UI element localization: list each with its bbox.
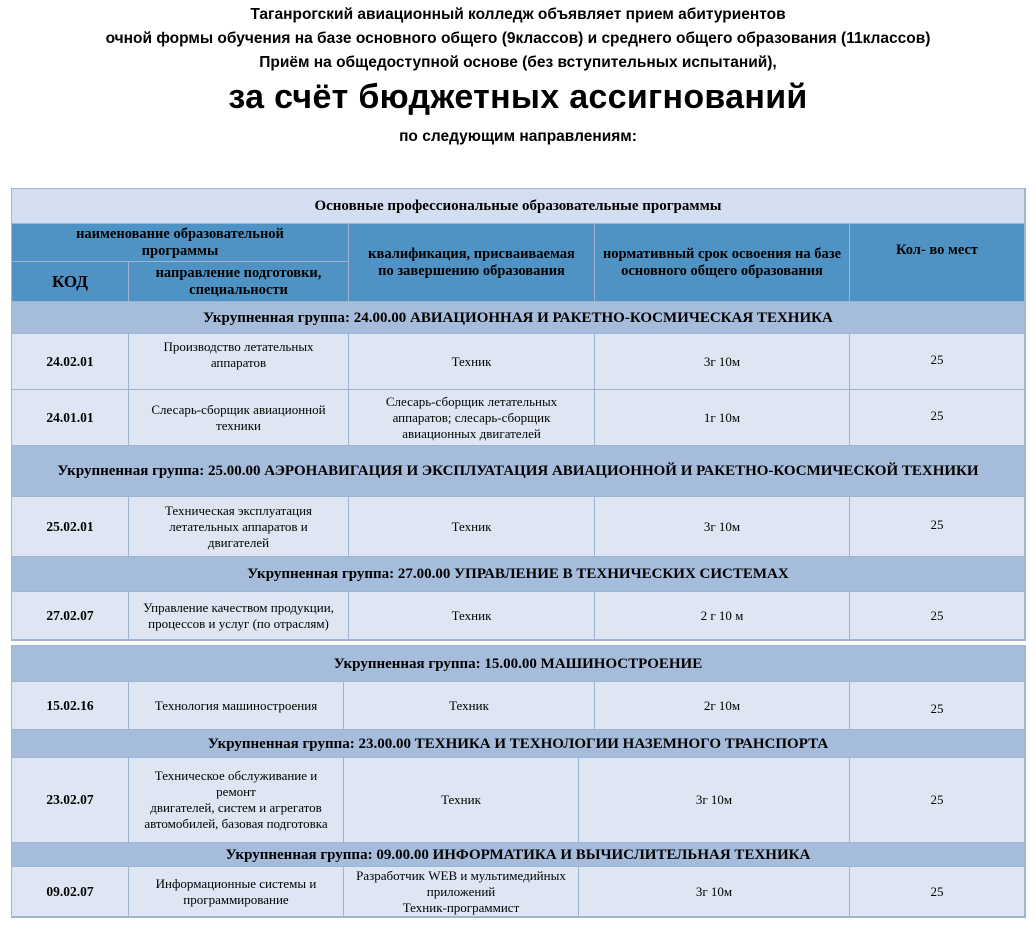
cell-seats: 25 — [850, 497, 1025, 557]
cell-seats: 25 — [850, 390, 1025, 446]
cell-code: 25.02.01 — [12, 497, 129, 557]
cell-duration: 3г 10м — [579, 758, 850, 843]
cell-qualification: Техник — [349, 592, 595, 640]
cell-qualification: Техник — [344, 682, 595, 730]
cell-duration: 3г 10м — [579, 867, 850, 917]
cell-code: 27.02.07 — [12, 592, 129, 640]
cell-qualification: Техник — [349, 497, 595, 557]
cell-program-name: Слесарь-сборщик авиационной техники — [129, 390, 349, 446]
cell-qualification: Техник — [349, 334, 595, 390]
cell-code: 09.02.07 — [12, 867, 129, 917]
group-title-23: Укрупненная группа: 23.00.00 ТЕХНИКА И ТЕХНОЛОГИИ НАЗЕМНОГО ТРАНСПОРТА — [12, 730, 1025, 758]
cell-seats: 25 — [850, 867, 1025, 917]
cell-qualification: Слесарь-сборщик летательных аппаратов; слесарь-сборщик авиационных двигателей — [349, 390, 595, 446]
table-block-main — [11, 188, 1026, 641]
cell-seats: 25 — [850, 682, 1025, 730]
table-title: Основные профессиональные образовательные программы — [12, 189, 1025, 224]
announcement-headline: за счёт бюджетных ассигнований — [228, 78, 808, 116]
cell-qualification: Техник — [344, 758, 579, 843]
cell-program-name: Информационные системы и программирование — [129, 867, 344, 917]
cell-code: 24.02.01 — [12, 334, 129, 390]
group-title-27: Укрупненная группа: 27.00.00 УПРАВЛЕНИЕ В ТЕХНИЧЕСКИХ СИСТЕМАХ — [12, 557, 1025, 592]
cell-code: 24.01.01 — [12, 390, 129, 446]
group-title-25: Укрупненная группа: 25.00.00 АЭРОНАВИГАЦИЯ И ЭКСПЛУАТАЦИЯ АВИАЦИОННОЙ И РАКЕТНО-КОСМИЧЕСКОЙ ТЕХНИКИ — [12, 446, 1025, 497]
cell-duration: 2 г 10 м — [595, 592, 850, 640]
cell-code: 15.02.16 — [12, 682, 129, 730]
col-header-seats: Кол- во мест — [850, 224, 1025, 302]
col-header-code: КОД — [12, 262, 129, 302]
announcement-line-1: Таганрогский авиационный колледж объявляет прием абитуриентов — [250, 6, 786, 23]
announcement-line-5: по следующим направлениям: — [399, 128, 637, 145]
cell-seats: 25 — [850, 758, 1025, 843]
cell-duration: 1г 10м — [595, 390, 850, 446]
group-title-15: Укрупненная группа: 15.00.00 МАШИНОСТРОЕНИЕ — [12, 646, 1025, 682]
group-title-09: Укрупненная группа: 09.00.00 ИНФОРМАТИКА И ВЫЧИСЛИТЕЛЬНАЯ ТЕХНИКА — [12, 843, 1025, 867]
col-header-direction: направление подготовки, специальности — [129, 262, 349, 302]
cell-program-name: Техническая эксплуатация летательных аппаратов и двигателей — [129, 497, 349, 557]
cell-duration: 2г 10м — [595, 682, 850, 730]
cell-duration: 3г 10м — [595, 334, 850, 390]
cell-program-name: Производство летательных аппаратов — [129, 334, 349, 390]
cell-duration: 3г 10м — [595, 497, 850, 557]
group-title-24: Укрупненная группа: 24.00.00 АВИАЦИОННАЯ И РАКЕТНО-КОСМИЧЕСКАЯ ТЕХНИКА — [12, 302, 1025, 334]
cell-qualification: Разработчик WEB и мультимедийных приложений Техник-программист — [344, 867, 579, 917]
col-header-duration: нормативный срок освоения на базе основного общего образования — [595, 224, 850, 302]
cell-program-name: Технология машиностроения — [129, 682, 344, 730]
announcement-line-2: очной формы обучения на базе основного общего (9классов) и среднего общего образования (11классов) — [105, 30, 931, 47]
cell-program-name: Управление качеством продукции, процессов и услуг (по отраслям) — [129, 592, 349, 640]
col-header-qualification: квалификация, присваиваемая по завершению образования — [349, 224, 595, 302]
cell-code: 23.02.07 — [12, 758, 129, 843]
table-block-secondary — [11, 645, 1026, 918]
cell-seats: 25 — [850, 592, 1025, 640]
cell-program-name: Техническое обслуживание и ремонт двигателей, систем и агрегатов автомобилей, базовая подготовка — [129, 758, 344, 843]
col-header-program-name: наименование образовательной программы — [12, 224, 349, 262]
announcement-line-3: Приём на общедоступной основе (без вступительных испытаний), — [259, 54, 777, 71]
cell-seats: 25 — [850, 334, 1025, 390]
